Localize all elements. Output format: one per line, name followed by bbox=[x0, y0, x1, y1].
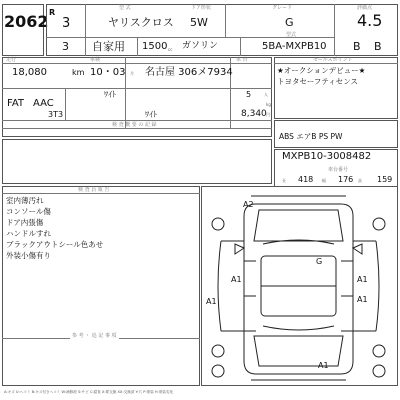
height-value: 159 bbox=[377, 175, 393, 184]
r-mark: R bbox=[49, 8, 56, 17]
displacement: 1500 bbox=[142, 41, 168, 52]
inspector-note-1: 室内薄汚れ bbox=[6, 196, 44, 205]
marker-a1-right-door: A1 bbox=[357, 295, 368, 304]
price-unit: 円 bbox=[266, 112, 270, 117]
seats-unit: 人 bbox=[264, 92, 268, 97]
equipment-items: ABS エアB PS PW bbox=[279, 132, 343, 141]
color-name: ﾜｲﾄ bbox=[145, 110, 157, 119]
width-value: 176 bbox=[338, 175, 354, 184]
detail-small-caption: 検 査 概 要 の 記 録 bbox=[112, 122, 157, 128]
detail-caption-left: 走行 bbox=[6, 57, 17, 63]
sales-point-1: ★オークションデビュー★ bbox=[277, 66, 366, 75]
marker-a1-right: A1 bbox=[357, 275, 368, 284]
grade: G bbox=[285, 16, 294, 29]
inspector-note-6: 外装小傷有り bbox=[6, 251, 51, 260]
color-code: 3T3 bbox=[48, 110, 64, 119]
extra-caption: 参 考 ・ 追 記 事 項 bbox=[72, 333, 117, 339]
exterior-grade: B bbox=[374, 40, 382, 53]
length-label: 長 bbox=[282, 178, 286, 183]
length-value: 418 bbox=[298, 175, 314, 184]
seats: 5 bbox=[246, 90, 252, 99]
marker-a1-rear: A1 bbox=[318, 361, 329, 370]
marker-a1-left: A1 bbox=[231, 275, 242, 284]
inspector-note-2: コンソール傷 bbox=[6, 207, 51, 216]
inspector-note-3: ドア内張傷 bbox=[6, 218, 44, 227]
height-label: 高 bbox=[358, 178, 362, 183]
width-label: 幅 bbox=[322, 178, 326, 183]
year: 3 bbox=[62, 16, 71, 31]
inspector-note-5: ブラックアウトシール色あせ bbox=[6, 240, 104, 249]
fuel: ガソリン bbox=[182, 41, 219, 51]
car-diagram bbox=[201, 186, 398, 386]
sales-point-2: トヨタセーフティセンス bbox=[277, 77, 358, 86]
model-code: 5BA-MXPB10 bbox=[262, 41, 327, 52]
aircon: AAC bbox=[33, 98, 54, 109]
plate-number: 名古屋 306メ7934 bbox=[145, 67, 233, 78]
sales-points-caption: セールスポイント bbox=[313, 57, 353, 63]
inspector-caption: 検 査 員 報 告 bbox=[78, 187, 110, 193]
notes-area bbox=[2, 139, 272, 184]
vehicle-name: ヤリスクロス bbox=[108, 16, 174, 29]
price: 8,340 bbox=[241, 109, 267, 119]
chassis-caption: 車台番号 bbox=[328, 167, 349, 173]
color-value: ﾜｲﾄ bbox=[104, 90, 116, 99]
interior-grade: B bbox=[353, 40, 361, 53]
lot-number: 2062 bbox=[4, 12, 49, 31]
model-caption: 型式 bbox=[286, 32, 297, 38]
inspection-date: 10・03 bbox=[90, 67, 126, 78]
mileage-unit: km bbox=[72, 68, 85, 77]
detail-caption-mid: 車検 bbox=[90, 57, 101, 63]
model-label: 型 式 bbox=[119, 5, 131, 11]
marker-a1-left-door: A1 bbox=[206, 297, 217, 306]
transmission: FAT bbox=[7, 98, 25, 109]
mileage: 18,080 bbox=[12, 67, 47, 78]
inspection-suffix: 月 bbox=[130, 71, 134, 76]
door-type: 5W bbox=[190, 16, 208, 29]
marker-a2-front: A2 bbox=[243, 200, 254, 209]
score-label: 評価点 bbox=[357, 5, 373, 11]
door-label: ドア形状 bbox=[191, 5, 211, 11]
inspector-note-4: ハンドルすれ bbox=[6, 229, 51, 238]
kg-unit: kg bbox=[266, 102, 271, 107]
usage: 自家用 bbox=[92, 40, 125, 53]
chassis-number: MXPB10-3008482 bbox=[282, 151, 372, 162]
detail-caption-right: 車 台 bbox=[236, 57, 248, 63]
grade-label: グレード bbox=[272, 5, 293, 11]
footer-legend: A:キズ U:ヘコミ B:キズ付きヘコミ W:補修波 S:サビ C:腐食 X:要交換 XX:交換済 Y:穴 P:塗装 H:塗装劣化 bbox=[4, 390, 174, 394]
shift-count: 3 bbox=[62, 40, 69, 53]
score: 4.5 bbox=[357, 11, 383, 30]
cc-unit: cc bbox=[168, 47, 173, 52]
inspector-report-block bbox=[2, 186, 200, 386]
marker-g-roof: G bbox=[316, 257, 323, 266]
